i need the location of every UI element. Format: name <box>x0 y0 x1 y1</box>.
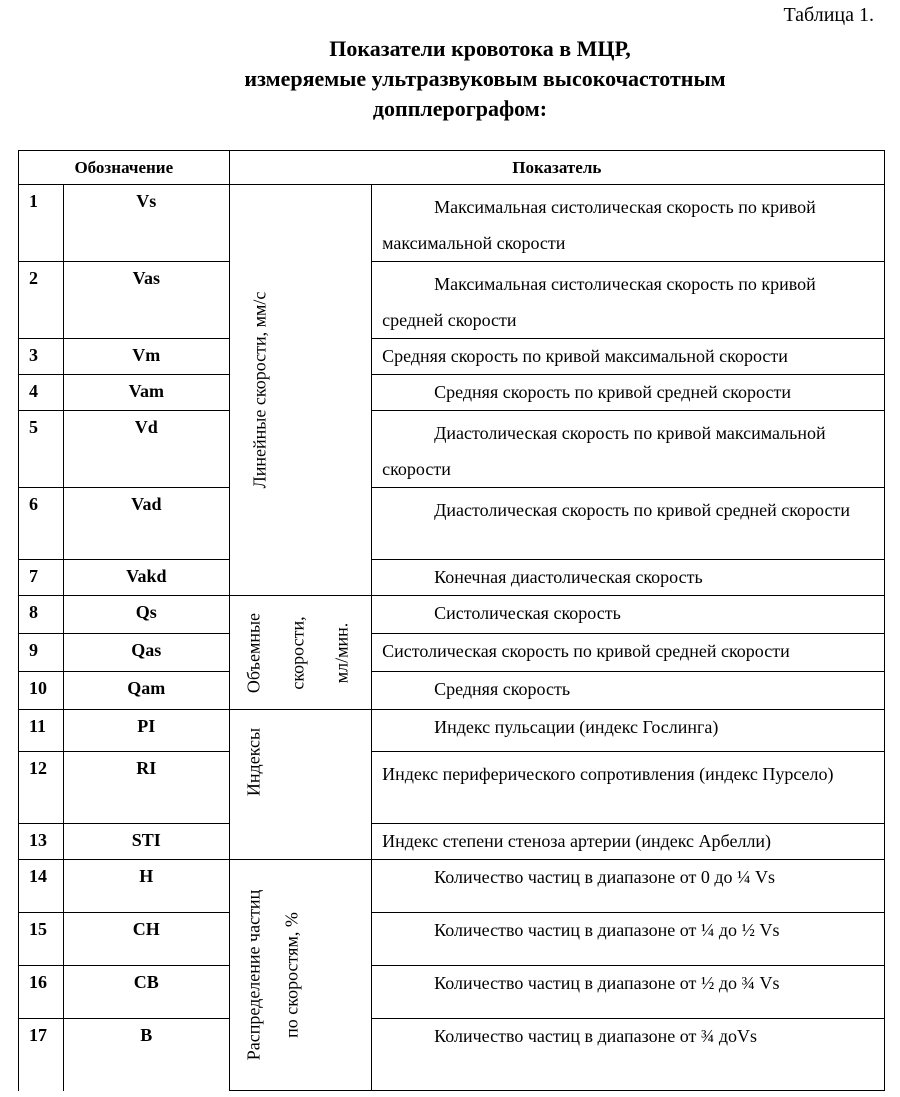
table-caption: Таблица 1. <box>783 4 874 26</box>
group-volume-label-3: мл/мин. <box>331 622 352 683</box>
group-volume-label-1: Объемные <box>243 612 264 693</box>
row-code: PI <box>63 710 229 752</box>
header-designation: Обозначение <box>19 151 230 185</box>
row-number: 4 <box>19 375 64 411</box>
row-number: 8 <box>19 596 64 634</box>
row-number: 16 <box>19 966 64 1019</box>
table-row <box>19 672 885 710</box>
row-description: Средняя скорость по кривой максимальной скорости <box>372 339 885 375</box>
row-description: Диастолическая скорость по кривой максимальной скорости <box>372 411 885 488</box>
table-row <box>19 1019 885 1091</box>
row-description: Систолическая скорость по кривой средней скорости <box>372 634 885 672</box>
table-row <box>19 185 885 262</box>
table-row <box>19 966 885 1019</box>
row-number: 6 <box>19 488 64 560</box>
table-row <box>19 860 885 913</box>
table-header-row <box>19 151 885 185</box>
row-number: 1 <box>19 185 64 262</box>
row-description: Диастолическая скорость по кривой средней скорости <box>372 488 885 560</box>
row-code: Vm <box>63 339 229 375</box>
row-code: Vam <box>63 375 229 411</box>
table-row <box>19 411 885 488</box>
row-code: H <box>63 860 229 913</box>
table-row <box>19 596 885 634</box>
table-row <box>19 752 885 824</box>
table-row <box>19 634 885 672</box>
row-description: Индекс пульсации (индекс Гослинга) <box>372 710 885 752</box>
row-description: Индекс периферического сопротивления (индекс Пурсело) <box>372 752 885 824</box>
group-volume-velocities <box>229 596 372 710</box>
row-number: 5 <box>19 411 64 488</box>
row-code: RI <box>63 752 229 824</box>
row-description: Максимальная систолическая скорость по кривой максимальной скорости <box>372 185 885 262</box>
group-distribution-label-1: Распределение частиц <box>243 889 264 1061</box>
indicators-table <box>18 150 885 1091</box>
row-number: 7 <box>19 560 64 596</box>
group-indices-label: Индексы <box>243 727 264 797</box>
table-row <box>19 339 885 375</box>
row-code: Qam <box>63 672 229 710</box>
title-line-1: Показатели кровотока в МЦР, <box>329 36 631 61</box>
row-code: Vakd <box>63 560 229 596</box>
row-description: Конечная диастолическая скорость <box>372 560 885 596</box>
table-row <box>19 375 885 411</box>
table-row <box>19 913 885 966</box>
table-row <box>19 488 885 560</box>
row-code: Vad <box>63 488 229 560</box>
row-description: Систолическая скорость <box>372 596 885 634</box>
row-code: Qas <box>63 634 229 672</box>
title-line-3: допплерографом: <box>372 96 548 121</box>
group-distribution-label-2: по скоростям, % <box>281 912 302 1038</box>
row-code: B <box>63 1019 229 1091</box>
row-number: 9 <box>19 634 64 672</box>
row-description: Количество частиц в диапазоне от ¼ до ½ Vs <box>372 913 885 966</box>
table-row <box>19 710 885 752</box>
row-number: 15 <box>19 913 64 966</box>
group-indices <box>229 710 372 860</box>
row-description: Максимальная систолическая скорость по кривой средней скорости <box>372 262 885 339</box>
row-code: Qs <box>63 596 229 634</box>
table-row <box>19 824 885 860</box>
row-code: CB <box>63 966 229 1019</box>
row-description: Количество частиц в диапазоне от ½ до ¾ Vs <box>372 966 885 1019</box>
row-number: 2 <box>19 262 64 339</box>
table-title <box>0 34 900 124</box>
row-description: Количество частиц в диапазоне от ¾ доVs <box>372 1019 885 1091</box>
row-description: Количество частиц в диапазоне от 0 до ¼ Vs <box>372 860 885 913</box>
row-code: Vs <box>63 185 229 262</box>
row-number: 11 <box>19 710 64 752</box>
row-number: 14 <box>19 860 64 913</box>
table-row <box>19 262 885 339</box>
group-particle-distribution <box>229 860 372 1091</box>
group-linear-label: Линейные скорости, мм/с <box>249 291 270 489</box>
row-number: 17 <box>19 1019 64 1091</box>
title-line-2: измеряемые ультразвуковым высокочастотным <box>244 66 726 91</box>
row-number: 13 <box>19 824 64 860</box>
group-linear-velocities <box>229 185 372 596</box>
table-row <box>19 560 885 596</box>
group-volume-label-2: скорости, <box>287 615 308 690</box>
row-description: Индекс степени стеноза артерии (индекс Арбелли) <box>372 824 885 860</box>
row-code: STI <box>63 824 229 860</box>
row-number: 10 <box>19 672 64 710</box>
row-number: 12 <box>19 752 64 824</box>
row-number: 3 <box>19 339 64 375</box>
row-description: Средняя скорость <box>372 672 885 710</box>
row-code: Vas <box>63 262 229 339</box>
row-code: CH <box>63 913 229 966</box>
row-code: Vd <box>63 411 229 488</box>
row-description: Средняя скорость по кривой средней скорости <box>372 375 885 411</box>
header-indicator: Показатель <box>229 151 884 185</box>
